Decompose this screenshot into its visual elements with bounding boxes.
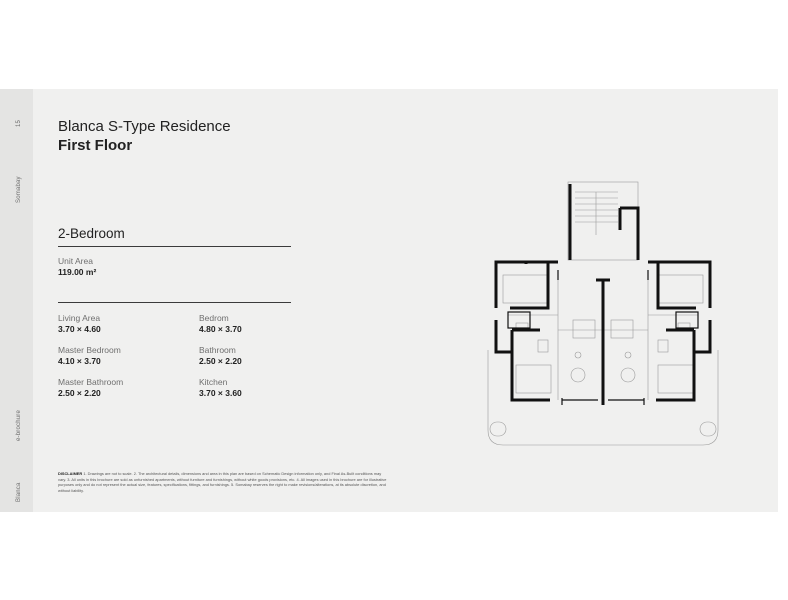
room-label: Kitchen	[199, 377, 228, 387]
room-value: 2.50 × 2.20	[199, 356, 242, 366]
room-label: Bathroom	[199, 345, 236, 355]
room-value: 4.10 × 3.70	[58, 356, 101, 366]
divider	[58, 302, 291, 303]
disclaimer	[58, 471, 390, 493]
sidebar-name: Blanca	[16, 482, 22, 502]
room-label: Master Bedroom	[58, 345, 121, 355]
room-value: 3.70 × 3.60	[199, 388, 242, 398]
room-label: Bedrom	[199, 313, 229, 323]
sidebar-brand: Somabay	[16, 176, 22, 203]
brochure-page	[0, 89, 778, 512]
disclaimer-heading: DISCLAIMER	[58, 471, 83, 476]
page-number: 15	[16, 119, 22, 127]
floor-plan	[478, 180, 728, 450]
room-value: 3.70 × 4.60	[58, 324, 101, 334]
page-title: Blanca S-Type Residence	[58, 118, 231, 135]
sidebar	[0, 89, 33, 512]
floor-title: First Floor	[58, 137, 133, 154]
room-label: Living Area	[58, 313, 101, 323]
room-value: 4.80 × 3.70	[199, 324, 242, 334]
divider	[58, 246, 291, 247]
room-value: 2.50 × 2.20	[58, 388, 101, 398]
unit-area-label: Unit Area	[58, 256, 93, 266]
disclaimer-text: 1. Drawings are not to scale. 2. The architectural details, dimensions and area in this plan are based on Schematic Design information only, and Final As-Built conditions may vary. 3. All units in this brochure are sold as unfurnished apartments, without furniture and furnishings, without white goods provisions, etc. 4. All images used in this brochure are for illustrative purposes only and do not represent the actual size, features, specifications, fittings, and furnishings. 5. Somabay reserves the right to make revisions/alterations, at its absolute discretion, and without liability.	[58, 471, 387, 493]
unit-area-value: 119.00 m²	[58, 267, 97, 277]
room-label: Master Bathroom	[58, 377, 124, 387]
unit-type: 2-Bedroom	[58, 226, 125, 241]
sidebar-section: e-brochure	[16, 409, 22, 441]
